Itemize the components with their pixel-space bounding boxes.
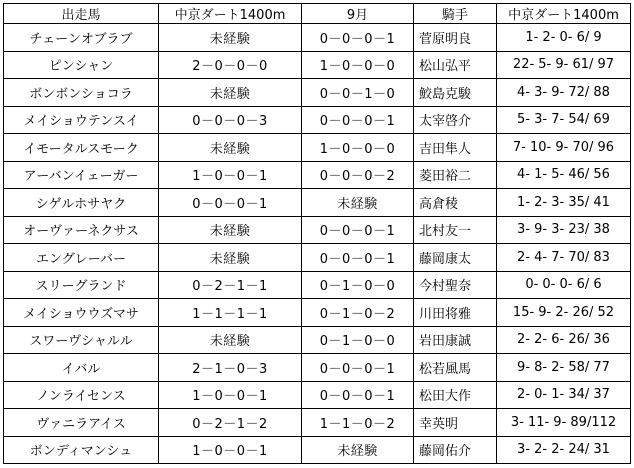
- horse-name: ボンディマンシュ: [4, 436, 159, 464]
- month-record: 1－0－0－0: [302, 51, 414, 79]
- horse-name: スリーグランド: [4, 271, 159, 299]
- horse-name: ノンライセンス: [4, 381, 159, 409]
- jockey-course-record: 1‐ 2‐ 3‐ 35/ 41: [497, 189, 631, 217]
- course-record: 1－0－0－1: [159, 436, 302, 464]
- horse-name: スワーヴシャルル: [4, 326, 159, 354]
- jockey-name: 幸英明: [414, 409, 497, 437]
- jockey-course-record: 4‐ 3‐ 9‐ 72/ 88: [497, 79, 631, 107]
- month-record: 0－0－0－1: [302, 381, 414, 409]
- month-record: 0－0－1－0: [302, 79, 414, 107]
- course-record: 1－0－0－1: [159, 161, 302, 189]
- month-record: 0－0－0－1: [302, 106, 414, 134]
- table-row: [4, 51, 631, 79]
- jockey-name: 松田大作: [414, 381, 497, 409]
- header-horse: 出走馬: [4, 4, 159, 24]
- horse-name: イモータルスモーク: [4, 134, 159, 162]
- month-record: 0－0－0－1: [302, 354, 414, 382]
- month-record: 0－1－0－2: [302, 299, 414, 327]
- header-row: [4, 4, 631, 24]
- horse-name: メイショウウズマサ: [4, 299, 159, 327]
- jockey-name: 岩田康誠: [414, 326, 497, 354]
- jockey-name: 松山弘平: [414, 51, 497, 79]
- month-record: 0－0－0－1: [302, 244, 414, 272]
- jockey-course-record: 2‐ 4‐ 7‐ 70/ 83: [497, 244, 631, 272]
- horse-name: チェーンオブラブ: [4, 24, 159, 52]
- jockey-name: 菱田裕二: [414, 161, 497, 189]
- jockey-name: 吉田隼人: [414, 134, 497, 162]
- jockey-course-record: 0‐ 0‐ 0‐ 6/ 6: [497, 271, 631, 299]
- horse-name: ヴァニラアイス: [4, 409, 159, 437]
- jockey-name: 北村友一: [414, 216, 497, 244]
- table-row: [4, 354, 631, 382]
- horse-name: シゲルホサヤク: [4, 189, 159, 217]
- jockey-name: 太宰啓介: [414, 106, 497, 134]
- jockey-name: 菅原明良: [414, 24, 497, 52]
- horse-name: オーヴァーネクサス: [4, 216, 159, 244]
- course-record: 2－1－0－3: [159, 354, 302, 382]
- table-row: [4, 79, 631, 107]
- horse-name: メイショウテンスイ: [4, 106, 159, 134]
- jockey-name: 藤岡佑介: [414, 436, 497, 464]
- month-record: 0－0－0－1: [302, 24, 414, 52]
- horse-name: ピンシャン: [4, 51, 159, 79]
- jockey-name: 鮫島克駿: [414, 79, 497, 107]
- course-record: 1－0－0－1: [159, 381, 302, 409]
- table-row: [4, 326, 631, 354]
- course-record: 未経験: [159, 79, 302, 107]
- header-jockey-course-record: 中京ダート1400m: [497, 4, 631, 24]
- horse-name: エングレーバー: [4, 244, 159, 272]
- course-record: 未経験: [159, 244, 302, 272]
- jockey-course-record: 7‐ 10‐ 9‐ 70/ 96: [497, 134, 631, 162]
- header-course-record: 中京ダート1400m: [159, 4, 302, 24]
- month-record: 0－0－0－1: [302, 216, 414, 244]
- header-month-record: 9月: [302, 4, 414, 24]
- course-record: 未経験: [159, 134, 302, 162]
- table-row: [4, 106, 631, 134]
- table-row: [4, 24, 631, 52]
- jockey-course-record: 22‐ 5‐ 9‐ 61/ 97: [497, 51, 631, 79]
- course-record: 2－0－0－0: [159, 51, 302, 79]
- course-record: 0－0－0－1: [159, 189, 302, 217]
- month-record: 0－0－0－2: [302, 161, 414, 189]
- race-entries-table: [3, 3, 631, 464]
- month-record: 0－1－0－0: [302, 326, 414, 354]
- month-record: 1－1－0－2: [302, 409, 414, 437]
- jockey-course-record: 1‐ 2‐ 0‐ 6/ 9: [497, 24, 631, 52]
- course-record: 0－0－0－3: [159, 106, 302, 134]
- jockey-course-record: 5‐ 3‐ 7‐ 54/ 69: [497, 106, 631, 134]
- month-record: 未経験: [302, 189, 414, 217]
- course-record: 1－1－1－1: [159, 299, 302, 327]
- jockey-course-record: 3‐ 11‐ 9‐ 89/112: [497, 409, 631, 437]
- horse-name: ボンボンショコラ: [4, 79, 159, 107]
- course-record: 未経験: [159, 216, 302, 244]
- jockey-name: 今村聖奈: [414, 271, 497, 299]
- table-row: [4, 134, 631, 162]
- jockey-course-record: 3‐ 2‐ 2‐ 24/ 31: [497, 436, 631, 464]
- horse-name: アーバンイェーガー: [4, 161, 159, 189]
- jockey-course-record: 9‐ 8‐ 2‐ 58/ 77: [497, 354, 631, 382]
- table-row: [4, 409, 631, 437]
- table-row: [4, 271, 631, 299]
- jockey-course-record: 15‐ 9‐ 2‐ 26/ 52: [497, 299, 631, 327]
- month-record: 1－0－0－0: [302, 134, 414, 162]
- course-record: 未経験: [159, 326, 302, 354]
- jockey-course-record: 2‐ 0‐ 1‐ 34/ 37: [497, 381, 631, 409]
- table-row: [4, 244, 631, 272]
- table-row: [4, 381, 631, 409]
- jockey-course-record: 2‐ 2‐ 6‐ 26/ 36: [497, 326, 631, 354]
- jockey-name: 松若風馬: [414, 354, 497, 382]
- horse-name: イバル: [4, 354, 159, 382]
- jockey-course-record: 4‐ 1‐ 5‐ 46/ 56: [497, 161, 631, 189]
- table-row: [4, 161, 631, 189]
- course-record: 0－2－1－2: [159, 409, 302, 437]
- jockey-course-record: 3‐ 9‐ 3‐ 23/ 38: [497, 216, 631, 244]
- month-record: 0－1－0－0: [302, 271, 414, 299]
- table-row: [4, 436, 631, 464]
- jockey-name: 高倉稜: [414, 189, 497, 217]
- header-jockey: 騎手: [414, 4, 497, 24]
- table-row: [4, 299, 631, 327]
- jockey-name: 川田将雅: [414, 299, 497, 327]
- course-record: 未経験: [159, 24, 302, 52]
- course-record: 0－2－1－1: [159, 271, 302, 299]
- month-record: 未経験: [302, 436, 414, 464]
- jockey-name: 藤岡康太: [414, 244, 497, 272]
- table-row: [4, 189, 631, 217]
- table-row: [4, 216, 631, 244]
